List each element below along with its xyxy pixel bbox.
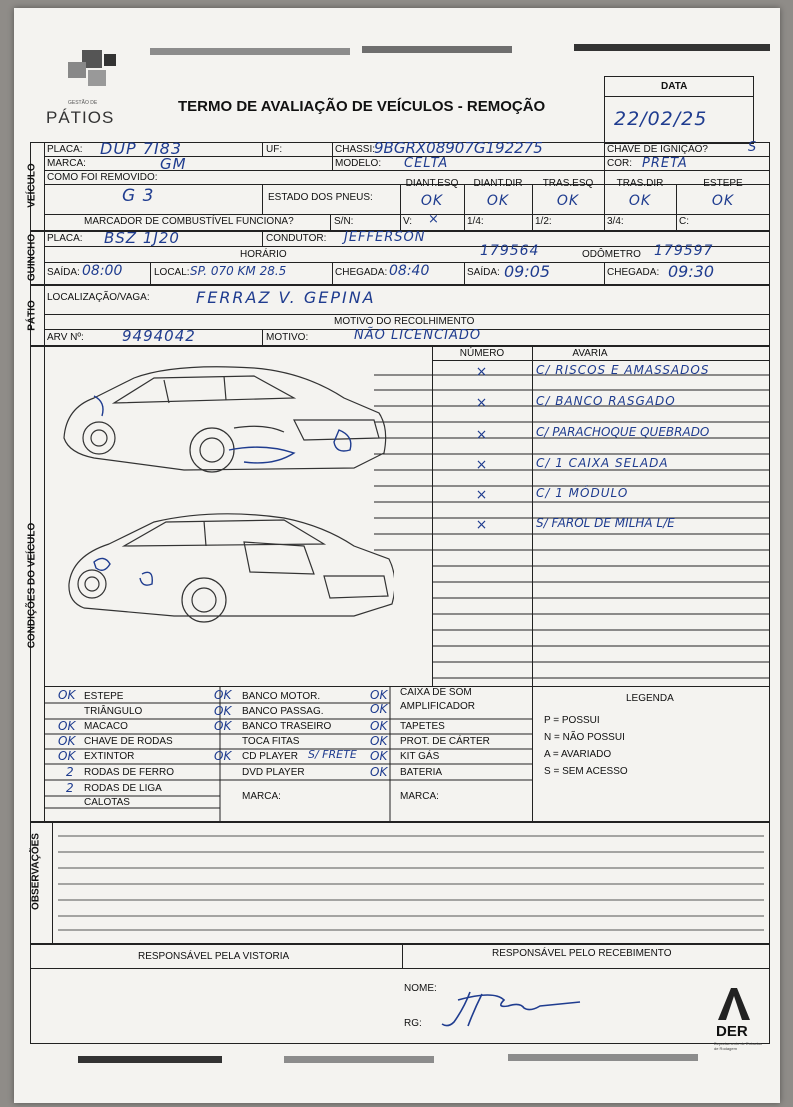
- arv-label: ARV Nº:: [47, 332, 84, 343]
- item3-mark-amplificador: OK: [370, 702, 388, 716]
- guincho-section-label: GUINCHO: [26, 233, 38, 282]
- veiculo-marca-value: GM: [160, 155, 187, 173]
- numero-header: NÚMERO: [459, 348, 505, 359]
- damage-num-4: ×: [475, 457, 489, 473]
- damage-desc-4: C/ 1 CAIXA SELADA: [536, 456, 669, 470]
- chave-ignicao-value: S: [748, 140, 758, 155]
- chegada-label: CHEGADA:: [335, 267, 388, 278]
- item3-label-amplificador: AMPLIFICADOR: [400, 701, 476, 712]
- chave-ignicao-label: CHAVE DE IGNIÇÃO?: [607, 144, 708, 155]
- odometro-value: 179597: [654, 243, 714, 259]
- der-logo-text: DER: [716, 1023, 748, 1040]
- top-bar-2: [362, 46, 512, 53]
- fuel-q1-label: 1/4:: [467, 216, 484, 227]
- item1-mark-chave-rodas: OK: [58, 734, 76, 748]
- bottom-bar-1: [78, 1056, 222, 1063]
- item1-label-macaco: MACACO: [84, 721, 128, 732]
- car-diagram-front-icon: [54, 358, 394, 493]
- chegada2-value: 09:30: [668, 262, 715, 281]
- recebimento-label: RESPONSÁVEL PELO RECEBIMENTO: [492, 948, 672, 959]
- km-inicial-value: 179564: [480, 243, 540, 259]
- fuel-v-value: ×: [428, 212, 440, 227]
- item2-marca-label: MARCA:: [242, 791, 281, 802]
- item3-mark-bateria: OK: [370, 765, 388, 779]
- item3-label-tapetes: TAPETES: [400, 721, 445, 732]
- tire-value-tras-dir: OK: [628, 193, 652, 209]
- fuel-v-label: V:: [403, 216, 413, 227]
- chegada2-label: CHEGADA:: [607, 267, 660, 278]
- tire-value-estepe: OK: [711, 193, 735, 209]
- item2-mark-banco-motor: OK: [214, 688, 232, 702]
- saida2-value: 09:05: [504, 262, 551, 281]
- bottom-bar-2: [284, 1056, 434, 1063]
- item3-label-kit-gas: KIT GÁS: [400, 751, 440, 762]
- veiculo-placa-value: DUP 7I83: [100, 139, 183, 158]
- localizacao-value: FERRAZ V. GEPINA: [196, 288, 376, 307]
- item2-note-cd-player: S/ FRETE: [308, 748, 357, 761]
- item1-mark-extintor: OK: [58, 749, 76, 763]
- item3-mark-prot-carter: OK: [370, 734, 388, 748]
- patios-logo-icon: [60, 48, 120, 100]
- vistoria-label: RESPONSÁVEL PELA VISTORIA: [138, 951, 290, 962]
- car-diagram-rear-icon: [54, 504, 394, 639]
- observacoes-lines: [52, 822, 770, 949]
- fuel-q3-label: 3/4:: [607, 216, 624, 227]
- top-bar-3: [574, 44, 770, 51]
- item3-mark-kit-gas: OK: [370, 749, 388, 763]
- item2-label-banco-motor: BANCO MOTOR.: [242, 691, 321, 702]
- removido-label: COMO FOI REMOVIDO:: [47, 172, 158, 183]
- item1-mark-rodas-ferro: 2: [66, 765, 74, 779]
- chegada-value: 08:40: [389, 263, 430, 279]
- veiculo-cor-label: COR:: [607, 158, 632, 169]
- guincho-placa-value: BSZ 1J20: [104, 229, 180, 247]
- item3-mark-tapetes: OK: [370, 719, 388, 733]
- damage-num-5: ×: [475, 487, 489, 503]
- tire-value-tras-esq: OK: [556, 193, 580, 209]
- item1-mark-estepe: OK: [58, 688, 76, 702]
- legenda-item-n: N = NÃO POSSUI: [544, 732, 625, 743]
- tire-label-estepe: ESTEPE: [703, 178, 743, 189]
- item1-label-rodas-ferro: RODAS DE FERRO: [84, 767, 175, 778]
- horario-label: HORÁRIO: [240, 249, 287, 260]
- legenda-title: LEGENDA: [626, 693, 674, 704]
- page-title: TERMO DE AVALIAÇÃO DE VEÍCULOS - REMOÇÃO: [178, 98, 546, 115]
- veiculo-modelo-value: CELTA: [404, 156, 449, 171]
- item3-label-bateria: BATERIA: [400, 767, 443, 778]
- avaria-header: AVARIA: [572, 348, 608, 359]
- local-label: LOCAL:: [154, 267, 190, 278]
- item1-mark-rodas-liga: 2: [66, 781, 74, 795]
- legenda-item-a: A = AVARIADO: [544, 749, 612, 760]
- item1-label-estepe: ESTEPE: [84, 691, 124, 702]
- pneus-label: ESTADO DOS PNEUS:: [268, 192, 373, 203]
- tire-label-tras-dir: TRAS.DIR: [616, 178, 664, 189]
- motivo-label: MOTIVO:: [266, 332, 309, 343]
- damage-num-1: ×: [475, 364, 489, 380]
- der-logo-subtitle: Departamento de Estradas de Rodagem: [714, 1041, 762, 1051]
- item2-mark-banco-passag: OK: [214, 704, 232, 718]
- tire-label-diant-dir: DIANT.DIR: [473, 178, 523, 189]
- veiculo-uf-label: UF:: [266, 144, 283, 155]
- item2-label-cd-player: CD PLAYER: [242, 751, 298, 762]
- damage-desc-1: C/ RISCOS E AMASSADOS: [536, 363, 710, 377]
- item1-mark-macaco: OK: [58, 719, 76, 733]
- localizacao-label: LOCALIZAÇÃO/VAGA:: [47, 292, 150, 303]
- legenda-item-p: P = POSSUI: [544, 715, 600, 726]
- item2-label-banco-passag: BANCO PASSAG.: [242, 706, 324, 717]
- veiculo-section-label: VEÍCULO: [26, 163, 38, 208]
- form-sheet: [14, 8, 780, 1103]
- item1-label-calotas: CALOTAS: [84, 797, 130, 808]
- item3-mark-caixa-som: OK: [370, 688, 388, 702]
- item2-mark-cd-player: OK: [214, 749, 232, 763]
- arv-value: 9494042: [122, 327, 196, 345]
- guincho-placa-label: PLACA:: [47, 233, 83, 244]
- tire-value-diant-dir: OK: [486, 193, 510, 209]
- veiculo-placa-label: PLACA:: [47, 144, 83, 155]
- item1-label-chave-rodas: CHAVE DE RODAS: [84, 736, 173, 747]
- item3-label-caixa-som: CAIXA DE SOM: [400, 687, 472, 698]
- motivo-header: MOTIVO DO RECOLHIMENTO: [334, 316, 475, 327]
- saida2-label: SAÍDA:: [467, 267, 500, 278]
- legenda-item-s: S = SEM ACESSO: [544, 766, 628, 777]
- fuel-c-label: C:: [679, 216, 689, 227]
- item2-label-banco-traseiro: BANCO TRASEIRO: [242, 721, 332, 732]
- damage-desc-2: C/ BANCO RASGADO: [536, 394, 676, 408]
- condicoes-section-label: CONDIÇÕES DO VEÍCULO: [26, 522, 38, 649]
- der-logo-icon: [714, 984, 754, 1027]
- veiculo-cor-value: PRETA: [642, 156, 688, 171]
- fuel-q2-label: 1/2:: [535, 216, 552, 227]
- item2-mark-banco-traseiro: OK: [214, 719, 232, 733]
- tire-label-diant-esq: DIANT.ESQ: [405, 178, 459, 189]
- rg-label: RG:: [404, 1018, 422, 1029]
- damage-num-3: ×: [475, 427, 489, 443]
- observacoes-section-label: OBSERVAÇÕES: [30, 833, 42, 910]
- item1-label-rodas-liga: RODAS DE LIGA: [84, 783, 162, 794]
- nome-label: NOME:: [404, 983, 437, 994]
- veiculo-marca-label: MARCA:: [47, 158, 86, 169]
- signature-icon: [434, 986, 584, 1035]
- condutor-value: JEFFERSON: [344, 230, 426, 245]
- removido-value: G 3: [122, 186, 155, 206]
- damage-num-2: ×: [475, 395, 489, 411]
- veiculo-chassi-value: 9BGRX08907G192275: [374, 139, 543, 157]
- fuel-sn-label: S/N:: [334, 216, 354, 227]
- date-value: 22/02/25: [614, 108, 708, 130]
- condutor-label: CONDUTOR:: [266, 233, 327, 244]
- saida-label: SAÍDA:: [47, 267, 80, 278]
- odometro-label: ODÔMETRO: [582, 249, 641, 260]
- date-label: DATA: [661, 81, 688, 92]
- item2-label-toca-fitas: TOCA FITAS: [242, 736, 300, 747]
- fuel-label: MARCADOR DE COMBUSTÍVEL FUNCIONA?: [84, 216, 294, 227]
- item1-label-triangulo: TRIÂNGULO: [84, 706, 143, 717]
- bottom-bar-3: [508, 1054, 698, 1061]
- top-bar-1: [150, 48, 350, 55]
- damage-desc-6: S/ FAROL DE MILHA L/E: [536, 516, 675, 530]
- item1-label-extintor: EXTINTOR: [84, 751, 135, 762]
- logo-name: PÁTIOS: [46, 108, 115, 127]
- patio-section-label: PÁTIO: [26, 300, 38, 331]
- damage-desc-5: C/ 1 MÓDULO: [536, 486, 629, 500]
- veiculo-modelo-label: MODELO:: [335, 158, 382, 169]
- motivo-value: NÃO LICENCIADO: [354, 328, 482, 343]
- item2-label-dvd-player: DVD PLAYER: [242, 767, 305, 778]
- item3-label-prot-carter: PROT. DE CÁRTER: [400, 736, 490, 747]
- tire-label-tras-esq: TRAS.ESQ: [542, 178, 594, 189]
- damage-desc-3: C/ PARACHOQUE QUEBRADO: [536, 425, 710, 439]
- veiculo-chassi-label: CHASSI:: [335, 144, 376, 155]
- item3-marca-label: MARCA:: [400, 791, 439, 802]
- logo-small-text: GESTÃO DE: [68, 100, 98, 106]
- local-value: SP. 070 KM 28.5: [190, 264, 287, 278]
- damage-num-6: ×: [475, 517, 489, 533]
- saida-value: 08:00: [82, 263, 123, 279]
- tire-value-diant-esq: OK: [420, 193, 444, 209]
